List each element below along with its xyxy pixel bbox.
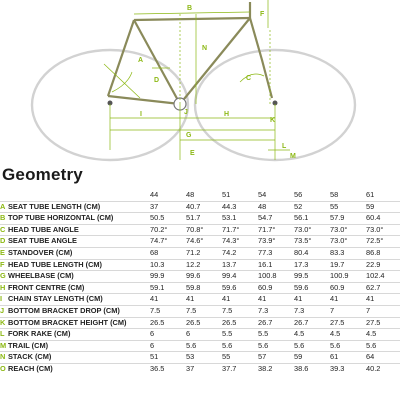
page-title: Geometry: [2, 165, 83, 184]
table-cell: 99.5: [294, 271, 309, 281]
table-cell: 37: [186, 363, 195, 373]
table-cell: 74.2: [222, 247, 237, 257]
measurement-label: BOTTOM BRACKET DROP (CM): [8, 305, 120, 315]
table-cell: 60.9: [258, 282, 273, 292]
diagram-label-c: C: [246, 75, 252, 82]
measurement-name: [0, 213, 150, 225]
table-cell: 41: [222, 294, 231, 304]
table-cell: 51: [150, 352, 159, 362]
size-header: 58: [330, 190, 339, 199]
table-cell: 41: [258, 294, 267, 304]
measurement-letter: H: [0, 282, 6, 292]
table-cell: 19.7: [330, 259, 345, 269]
measurement-letter: I: [0, 294, 3, 304]
table-cell: 77.3: [258, 247, 273, 257]
table-cell: 59: [294, 352, 303, 362]
table-row: [0, 213, 400, 225]
diagram-label-d: D: [154, 77, 160, 84]
table-cell: 37.7: [222, 363, 237, 373]
table-cell: 27.5: [366, 317, 381, 327]
measurement-label: STANDOVER (CM): [8, 247, 73, 257]
table-cell: 56.1: [294, 213, 309, 223]
measurement-name: [0, 352, 150, 364]
table-cell: 7.5: [150, 305, 161, 315]
table-cell: 73.0°: [330, 236, 348, 246]
table-cell: 60.9: [330, 282, 345, 292]
table-cell: 70.8°: [186, 224, 204, 234]
table-cell: 4.5: [366, 329, 377, 339]
diagram-label-g: G: [186, 132, 192, 139]
measurement-letter: L: [0, 329, 5, 339]
table-cell: 99.9: [150, 271, 165, 281]
measurement-letter: G: [0, 271, 6, 281]
table-row: [0, 294, 400, 306]
size-header: 44: [150, 190, 159, 199]
table-cell: 50.5: [150, 213, 165, 223]
measurement-name: [0, 247, 150, 259]
table-cell: 36.5: [150, 363, 165, 373]
size-header: 61: [366, 190, 375, 199]
table-cell: 16.1: [258, 259, 273, 269]
table-cell: 99.6: [186, 271, 201, 281]
table-cell: 73.0°: [330, 224, 348, 234]
table-cell: 5.6: [330, 340, 341, 350]
table-cell: 53.1: [222, 213, 237, 223]
table-cell: 10.3: [150, 259, 165, 269]
table-cell: 54.7: [258, 213, 273, 223]
table-cell: 13.7: [222, 259, 237, 269]
table-cell: 74.7°: [150, 236, 168, 246]
table-cell: 64: [366, 352, 375, 362]
table-cell: 5.6: [366, 340, 377, 350]
table-cell: 73.0°: [294, 224, 312, 234]
table-cell: 4.5: [330, 329, 341, 339]
measurement-name: [0, 294, 150, 306]
measurement-letter: N: [0, 352, 6, 362]
table-cell: 74.6°: [186, 236, 204, 246]
table-cell: 4.5: [294, 329, 305, 339]
measurement-name: [0, 329, 150, 341]
measurement-name: [0, 363, 150, 374]
table-cell: 71.7°: [258, 224, 276, 234]
table-cell: 5.6: [222, 340, 233, 350]
table-cell: 7.5: [222, 305, 233, 315]
table-cell: 59.6: [222, 282, 237, 292]
table-row: [0, 236, 400, 248]
measurement-label: HEAD TUBE LENGTH (CM): [8, 259, 103, 269]
measurement-letter: D: [0, 236, 6, 246]
table-cell: 71.7°: [222, 224, 240, 234]
measurement-label: REACH (CM): [8, 363, 53, 373]
table-cell: 41: [150, 294, 159, 304]
diagram-label-e: E: [190, 150, 195, 157]
measurement-label: TOP TUBE HORIZONTAL (CM): [8, 213, 114, 223]
table-row: [0, 224, 400, 236]
table-cell: 99.4: [222, 271, 237, 281]
table-cell: 44.3: [222, 201, 237, 211]
table-cell: 59.8: [186, 282, 201, 292]
table-cell: 6: [150, 329, 155, 339]
table-cell: 86.8: [366, 247, 381, 257]
table-cell: 37: [150, 201, 159, 211]
measurement-label: STACK (CM): [8, 352, 52, 362]
table-cell: 7.3: [294, 305, 305, 315]
table-cell: 7: [330, 305, 335, 315]
table-cell: 41: [330, 294, 339, 304]
measurement-letter: F: [0, 259, 5, 269]
measurement-label: BOTTOM BRACKET HEIGHT (CM): [8, 317, 127, 327]
table-cell: 80.4: [294, 247, 309, 257]
measurement-label: TRAIL (CM): [8, 340, 49, 350]
measurement-label: CHAIN STAY LENGTH (CM): [8, 294, 103, 304]
table-cell: 38.2: [258, 363, 273, 373]
table-cell: 40.2: [366, 363, 381, 373]
table-cell: 102.4: [366, 271, 385, 281]
table-row: [0, 329, 400, 341]
table-cell: 26.5: [222, 317, 237, 327]
table-cell: 51.7: [186, 213, 201, 223]
table-row: [0, 259, 400, 271]
table-cell: 73.9°: [258, 236, 276, 246]
table-cell: 72.5°: [366, 236, 384, 246]
table-cell: 7.3: [258, 305, 269, 315]
measurement-letter: O: [0, 363, 6, 373]
diagram-label-f: F: [260, 11, 265, 18]
table-row: [0, 317, 400, 329]
measurement-label: FRONT CENTRE (CM): [8, 282, 85, 292]
measurement-letter: J: [0, 305, 5, 315]
geometry-table: [0, 190, 400, 375]
table-cell: 74.3°: [222, 236, 240, 246]
table-cell: 68: [150, 247, 159, 257]
table-cell: 39.3: [330, 363, 345, 373]
bike-geometry-diagram: [0, 0, 400, 162]
table-cell: 100.8: [258, 271, 277, 281]
diagram-label-a: A: [138, 57, 144, 64]
diagram-label-l: L: [282, 143, 287, 150]
table-cell: 59.6: [294, 282, 309, 292]
table-cell: 57: [258, 352, 267, 362]
size-header: 48: [186, 190, 195, 199]
table-cell: 59.1: [150, 282, 165, 292]
table-cell: 73.5°: [294, 236, 312, 246]
measurement-label: WHEELBASE (CM): [8, 271, 74, 281]
table-cell: 41: [186, 294, 195, 304]
measurement-label: FORK RAKE (CM): [8, 329, 71, 339]
diagram-label-h: H: [224, 111, 230, 118]
measurement-name: [0, 305, 150, 317]
table-cell: 41: [294, 294, 303, 304]
measurement-name: [0, 282, 150, 294]
table-cell: 83.3: [330, 247, 345, 257]
measurement-letter: M: [0, 340, 7, 350]
measurement-name: [0, 317, 150, 329]
table-cell: 17.3: [294, 259, 309, 269]
diagram-label-i: I: [140, 111, 142, 118]
table-cell: 7.5: [186, 305, 197, 315]
table-row: [0, 247, 400, 259]
table-cell: 5.5: [258, 329, 269, 339]
geometry-rows: [0, 201, 400, 374]
table-row: [0, 340, 400, 352]
measurement-name: [0, 236, 150, 248]
diagram-label-b: B: [187, 5, 193, 12]
measurement-name: [0, 271, 150, 283]
table-row: [0, 305, 400, 317]
table-cell: 100.9: [330, 271, 349, 281]
table-row: [0, 271, 400, 283]
measurement-name: [0, 340, 150, 352]
table-cell: 5.6: [294, 340, 305, 350]
table-cell: 12.2: [186, 259, 201, 269]
table-cell: 70.2°: [150, 224, 168, 234]
table-cell: 40.7: [186, 201, 201, 211]
table-cell: 6: [186, 329, 191, 339]
measurement-name: [0, 224, 150, 236]
table-cell: 57.9: [330, 213, 345, 223]
measurement-label: HEAD TUBE ANGLE: [8, 224, 79, 234]
measurement-label: SEAT TUBE ANGLE: [8, 236, 77, 246]
table-cell: 27.5: [330, 317, 345, 327]
table-cell: 41: [366, 294, 375, 304]
measurement-letter: E: [0, 247, 5, 257]
measurement-letter: K: [0, 317, 6, 327]
size-header: 54: [258, 190, 267, 199]
table-cell: 38.6: [294, 363, 309, 373]
table-cell: 26.5: [186, 317, 201, 327]
table-cell: 53: [186, 352, 195, 362]
table-cell: 73.0°: [366, 224, 384, 234]
table-cell: 52: [294, 201, 303, 211]
measurement-letter: B: [0, 213, 6, 223]
size-header: 51: [222, 190, 231, 199]
table-cell: 59: [366, 201, 375, 211]
table-cell: 5.6: [186, 340, 197, 350]
table-row: [0, 352, 400, 364]
table-cell: 62.7: [366, 282, 381, 292]
table-cell: 26.7: [258, 317, 273, 327]
table-cell: 22.9: [366, 259, 381, 269]
table-cell: 48: [258, 201, 267, 211]
table-cell: 7: [366, 305, 371, 315]
table-cell: 55: [222, 352, 231, 362]
size-header: 56: [294, 190, 303, 199]
measurement-letter: C: [0, 224, 6, 234]
size-header-row: [0, 190, 400, 201]
size-header-blank: [0, 190, 150, 201]
table-cell: 71.2: [186, 247, 201, 257]
measurement-label: SEAT TUBE LENGTH (CM): [8, 201, 101, 211]
table-cell: 26.5: [150, 317, 165, 327]
diagram-label-k: K: [270, 117, 276, 124]
table-cell: 5.6: [258, 340, 269, 350]
table-row: [0, 363, 400, 374]
measurement-name: [0, 259, 150, 271]
diagram-label-n: N: [202, 45, 208, 52]
measurement-name: [0, 201, 150, 213]
table-cell: 61: [330, 352, 339, 362]
diagram-label-m: M: [290, 153, 296, 160]
table-cell: 26.7: [294, 317, 309, 327]
table-cell: 60.4: [366, 213, 381, 223]
table-cell: 6: [150, 340, 155, 350]
table-row: [0, 282, 400, 294]
table-cell: 5.5: [222, 329, 233, 339]
table-row: [0, 201, 400, 213]
measurement-letter: A: [0, 201, 6, 211]
table-cell: 55: [330, 201, 339, 211]
diagram-label-j: J: [184, 109, 188, 116]
